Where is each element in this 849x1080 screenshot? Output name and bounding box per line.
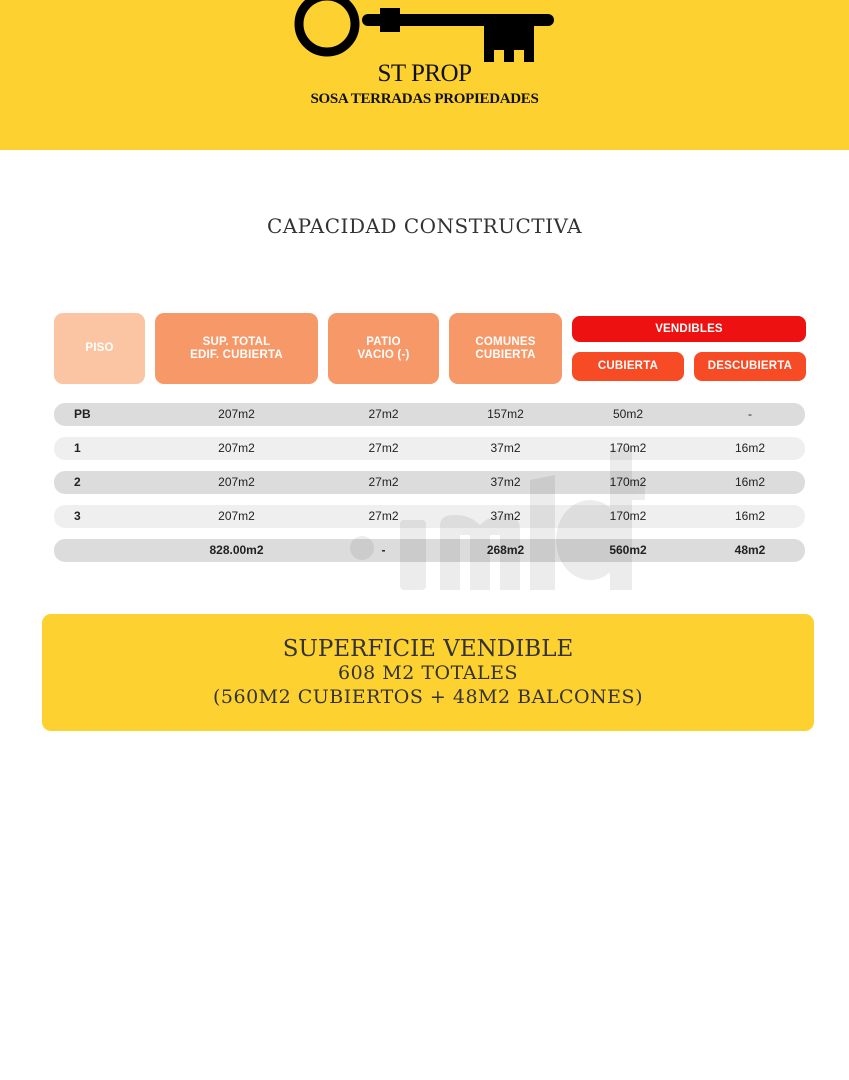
cell-comunes: 268m2	[486, 543, 525, 557]
header-comunes: COMUNES CUBIERTA	[449, 313, 562, 384]
cell-piso: 2	[74, 475, 81, 489]
summary-box	[42, 614, 814, 731]
cell-comunes: 37m2	[490, 441, 521, 455]
cell-descubierta: 16m2	[734, 509, 766, 523]
cell-cubierta: 50m2	[612, 407, 644, 421]
table-row	[54, 471, 805, 494]
cell-patio: 27m2	[368, 407, 399, 421]
table-total-row	[54, 539, 805, 562]
cell-piso: PB	[74, 407, 91, 421]
summary-breakdown: (560M2 CUBIERTOS + 48M2 BALCONES)	[213, 686, 643, 708]
cell-sup-total: 207m2	[218, 441, 255, 455]
cell-patio: 27m2	[368, 441, 399, 455]
cell-piso: 3	[74, 509, 81, 523]
cell-comunes: 37m2	[490, 475, 521, 489]
header-sup-total: SUP. TOTAL EDIF. CUBIERTA	[155, 313, 318, 384]
summary-title: SUPERFICIE VENDIBLE	[282, 636, 574, 662]
table-row	[54, 505, 805, 528]
section-title: CAPACIDAD CONSTRUCTIVA	[266, 214, 583, 238]
cell-sup-total: 828.00m2	[209, 543, 264, 557]
cell-piso	[74, 539, 134, 562]
cell-comunes: 157m2	[487, 407, 524, 421]
cell-cubierta: 170m2	[609, 475, 647, 489]
header-cubierta: CUBIERTA	[572, 352, 684, 381]
table-row	[54, 403, 805, 426]
cell-descubierta: 48m2	[734, 543, 766, 557]
cell-descubierta: 16m2	[734, 441, 766, 455]
header-descubierta: DESCUBIERTA	[694, 352, 806, 381]
brand-subtitle: SOSA TERRADAS PROPIEDADES	[310, 91, 539, 107]
header-piso: PISO	[54, 313, 145, 384]
cell-piso: 1	[74, 441, 81, 455]
key-icon	[292, 0, 558, 66]
cell-sup-total: 207m2	[218, 509, 255, 523]
cell-descubierta: -	[748, 407, 752, 421]
cell-sup-total: 207m2	[218, 407, 255, 421]
cell-patio: 27m2	[368, 509, 399, 523]
cell-descubierta: 16m2	[734, 475, 766, 489]
cell-sup-total: 207m2	[218, 475, 255, 489]
header-patio: PATIO VACIO (-)	[328, 313, 439, 384]
cell-comunes: 37m2	[490, 509, 521, 523]
cell-cubierta: 170m2	[609, 509, 647, 523]
cell-patio: -	[381, 543, 386, 557]
header-vendibles: VENDIBLES	[572, 316, 806, 342]
summary-total: 608 M2 TOTALES	[338, 662, 518, 684]
cell-cubierta: 170m2	[609, 441, 647, 455]
cell-patio: 27m2	[368, 475, 399, 489]
cell-cubierta: 560m2	[609, 543, 647, 557]
header-banner	[0, 0, 849, 150]
brand-name: ST PROP	[377, 60, 472, 87]
table-row	[54, 437, 805, 460]
